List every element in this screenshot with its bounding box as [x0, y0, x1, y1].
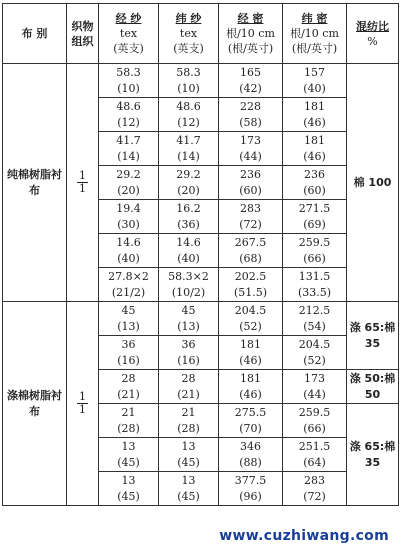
header-weft-yarn: 纬 纱 tex (英支)	[159, 4, 219, 64]
header-warp-density: 经 密 根/10 cm (根/英寸)	[219, 4, 283, 64]
warp-yarn-cell: 58.3 (10)	[99, 64, 159, 98]
warp-density-cell: 181 (46)	[219, 336, 283, 370]
weft-density-cell: 181 (46)	[283, 98, 347, 132]
weft-yarn-cell: 13 (45)	[159, 472, 219, 506]
header-blend-ratio: 混纺比 %	[347, 4, 399, 64]
warp-density-cell: 346 (88)	[219, 438, 283, 472]
weft-yarn-cell: 28 (21)	[159, 370, 219, 404]
weft-density-cell: 271.5 (69)	[283, 200, 347, 234]
weave-fraction: $\frac{1}{1}$	[79, 390, 86, 416]
weft-density-cell: 212.5 (54)	[283, 302, 347, 336]
weave-fraction: $\frac{1}{1}$	[79, 169, 86, 195]
weft-yarn-cell: 48.6 (12)	[159, 98, 219, 132]
weft-yarn-cell: 21 (28)	[159, 404, 219, 438]
table-row	[3, 64, 399, 98]
warp-density-cell: 283 (72)	[219, 200, 283, 234]
category-cell: 涤棉树脂衬布	[3, 302, 67, 506]
header-warp-yarn: 经 纱 tex (英支)	[99, 4, 159, 64]
header-category: 布 别	[3, 4, 67, 64]
warp-yarn-cell: 29.2 (20)	[99, 166, 159, 200]
table-header-row	[3, 4, 399, 64]
weft-yarn-cell: 41.7 (14)	[159, 132, 219, 166]
warp-yarn-cell: 13 (45)	[99, 438, 159, 472]
warp-yarn-cell: 41.7 (14)	[99, 132, 159, 166]
blend-ratio-cell: 涤 65:棉 35	[347, 404, 399, 506]
table-row	[3, 302, 399, 336]
weft-density-cell: 251.5 (64)	[283, 438, 347, 472]
resin-interlining-spec-table	[2, 3, 399, 506]
warp-density-cell: 236 (60)	[219, 166, 283, 200]
weft-density-cell: 236 (60)	[283, 166, 347, 200]
warp-density-cell: 228 (58)	[219, 98, 283, 132]
weft-yarn-cell: 16.2 (36)	[159, 200, 219, 234]
weft-yarn-cell: 29.2 (20)	[159, 166, 219, 200]
weft-density-cell: 157 (40)	[283, 64, 347, 98]
warp-yarn-cell: 36 (16)	[99, 336, 159, 370]
weft-yarn-cell: 36 (16)	[159, 336, 219, 370]
weft-density-cell: 173 (44)	[283, 370, 347, 404]
site-watermark: www.cuzhiwang.com	[219, 528, 389, 544]
weft-density-cell: 283 (72)	[283, 472, 347, 506]
warp-yarn-cell: 27.8×2 (21/2)	[99, 268, 159, 302]
warp-yarn-cell: 45 (13)	[99, 302, 159, 336]
warp-density-cell: 267.5 (68)	[219, 234, 283, 268]
warp-density-cell: 173 (44)	[219, 132, 283, 166]
warp-density-cell: 204.5 (52)	[219, 302, 283, 336]
weave-cell	[67, 64, 99, 302]
weft-yarn-cell: 14.6 (40)	[159, 234, 219, 268]
weave-cell	[67, 302, 99, 506]
warp-density-cell: 202.5 (51.5)	[219, 268, 283, 302]
warp-yarn-cell: 14.6 (40)	[99, 234, 159, 268]
weft-yarn-cell: 45 (13)	[159, 302, 219, 336]
warp-yarn-cell: 28 (21)	[99, 370, 159, 404]
warp-density-cell: 165 (42)	[219, 64, 283, 98]
blend-ratio-cell: 涤 50:棉 50	[347, 370, 399, 404]
weft-yarn-cell: 58.3 (10)	[159, 64, 219, 98]
weft-density-cell: 131.5 (33.5)	[283, 268, 347, 302]
weft-yarn-cell: 13 (45)	[159, 438, 219, 472]
blend-ratio-cell: 棉 100	[347, 64, 399, 302]
warp-yarn-cell: 13 (45)	[99, 472, 159, 506]
weft-yarn-cell: 58.3×2 (10/2)	[159, 268, 219, 302]
category-cell: 纯棉树脂衬布	[3, 64, 67, 302]
header-weave: 织物 组织	[67, 4, 99, 64]
warp-yarn-cell: 21 (28)	[99, 404, 159, 438]
weft-density-cell: 259.5 (66)	[283, 234, 347, 268]
warp-yarn-cell: 48.6 (12)	[99, 98, 159, 132]
warp-density-cell: 377.5 (96)	[219, 472, 283, 506]
warp-yarn-cell: 19.4 (30)	[99, 200, 159, 234]
warp-density-cell: 181 (46)	[219, 370, 283, 404]
weft-density-cell: 259.5 (66)	[283, 404, 347, 438]
weft-density-cell: 181 (46)	[283, 132, 347, 166]
header-weft-density: 纬 密 根/10 cm (根/英寸)	[283, 4, 347, 64]
blend-ratio-cell: 涤 65:棉 35	[347, 302, 399, 370]
weft-density-cell: 204.5 (52)	[283, 336, 347, 370]
warp-density-cell: 275.5 (70)	[219, 404, 283, 438]
